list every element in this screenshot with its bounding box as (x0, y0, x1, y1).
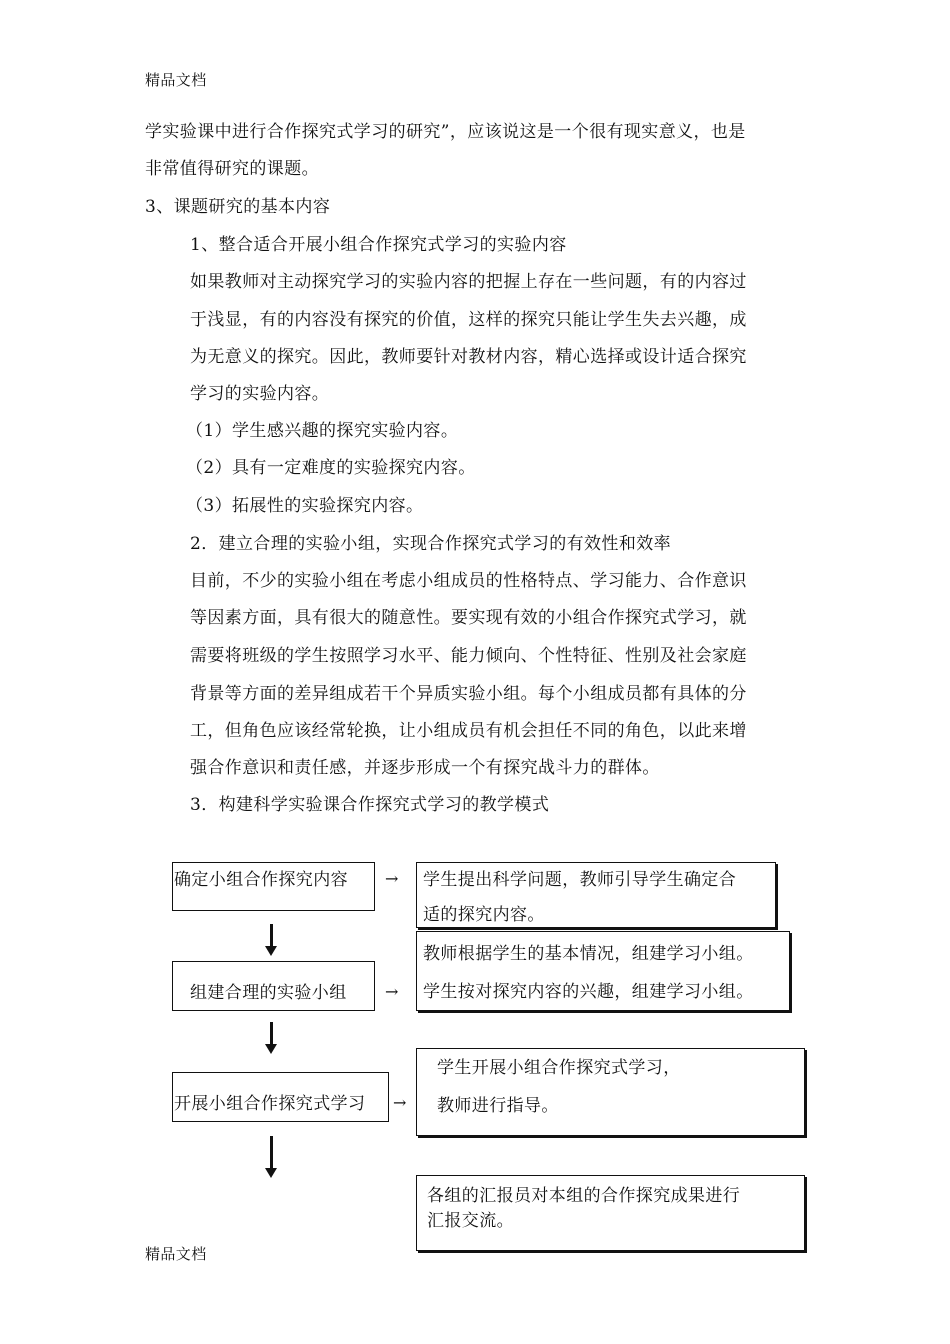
flow-step-2-detail-line: 学生按对探究内容的兴趣，组建学习小组。 (423, 982, 754, 1002)
page-footer: 精品文档 (145, 1245, 207, 1263)
flow-step-3-box (172, 1072, 389, 1122)
subsection-heading: 2．建立合理的实验小组，实现合作探究式学习的有效性和效率 (190, 534, 672, 554)
subsection-heading: 1、整合适合开展小组合作探究式学习的实验内容 (190, 235, 567, 255)
flow-step-4-detail-box (416, 1175, 805, 1251)
flow-step-2-box (172, 961, 375, 1011)
paragraph-line: 如果教师对主动探究学习的实验内容的把握上存在一些问题，有的内容过 (190, 272, 747, 292)
flow-step-3-label: 开展小组合作探究式学习 (174, 1094, 366, 1114)
paragraph-line: 强合作意识和责任感，并逐步形成一个有探究战斗力的群体。 (190, 758, 660, 778)
list-item: （2）具有一定难度的实验探究内容。 (186, 458, 476, 478)
paragraph-line: 背景等方面的差异组成若干个异质实验小组。每个小组成员都有具体的分 (190, 684, 747, 704)
list-item: （3）拓展性的实验探究内容。 (186, 496, 424, 516)
right-arrow-icon: → (385, 869, 399, 888)
paragraph-line: 学习的实验内容。 (190, 384, 330, 404)
paragraph-line: 于浅显，有的内容没有探究的价值，这样的探究只能让学生失去兴趣，成 (190, 310, 747, 330)
flow-step-1-box (172, 862, 375, 911)
flow-step-2-label: 组建合理的实验小组 (190, 983, 347, 1003)
flow-step-1-label: 确定小组合作探究内容 (174, 870, 348, 890)
flow-step-4-detail-line: 各组的汇报员对本组的合作探究成果进行 (427, 1186, 741, 1206)
right-arrow-icon: → (393, 1093, 407, 1112)
paragraph-line: 目前，不少的实验小组在考虑小组成员的性格特点、学习能力、合作意识 (190, 571, 747, 591)
down-arrow-icon (270, 924, 273, 948)
list-item: （1）学生感兴趣的探究实验内容。 (186, 421, 459, 441)
flow-step-2-detail-box (416, 931, 790, 1011)
flow-step-1-detail-line: 适的探究内容。 (423, 905, 545, 925)
right-arrow-icon: → (385, 982, 399, 1001)
flow-step-3-detail-line: 学生开展小组合作探究式学习， (437, 1058, 681, 1078)
paragraph-line: 为无意义的探究。因此，教师要针对教材内容，精心选择或设计适合探究 (190, 347, 747, 367)
page-header: 精品文档 (145, 71, 207, 89)
flow-step-1-detail-line: 学生提出科学问题，教师引导学生确定合 (423, 870, 737, 890)
flow-step-1-detail-box (416, 862, 776, 928)
flow-step-3-detail-box (416, 1048, 805, 1136)
body-line: 非常值得研究的课题。 (145, 159, 319, 179)
paragraph-line: 等因素方面，具有很大的随意性。要实现有效的小组合作探究式学习，就 (190, 608, 747, 628)
section-heading: 3、课题研究的基本内容 (145, 197, 331, 217)
body-line: 学实验课中进行合作探究式学习的研究”，应该说这是一个很有现实意义，也是 (145, 122, 746, 142)
flow-step-4-detail-line: 汇报交流。 (427, 1211, 514, 1231)
flow-step-2-detail-line: 教师根据学生的基本情况，组建学习小组。 (423, 944, 754, 964)
down-arrow-icon (270, 1136, 273, 1170)
down-arrow-icon (270, 1022, 273, 1046)
paragraph-line: 工，但角色应该经常轮换，让小组成员有机会担任不同的角色，以此来增 (190, 721, 747, 741)
subsection-heading: 3．构建科学实验课合作探究式学习的教学模式 (190, 795, 550, 815)
paragraph-line: 需要将班级的学生按照学习水平、能力倾向、个性特征、性别及社会家庭 (190, 646, 747, 666)
flow-step-3-detail-line: 教师进行指导。 (437, 1096, 559, 1116)
